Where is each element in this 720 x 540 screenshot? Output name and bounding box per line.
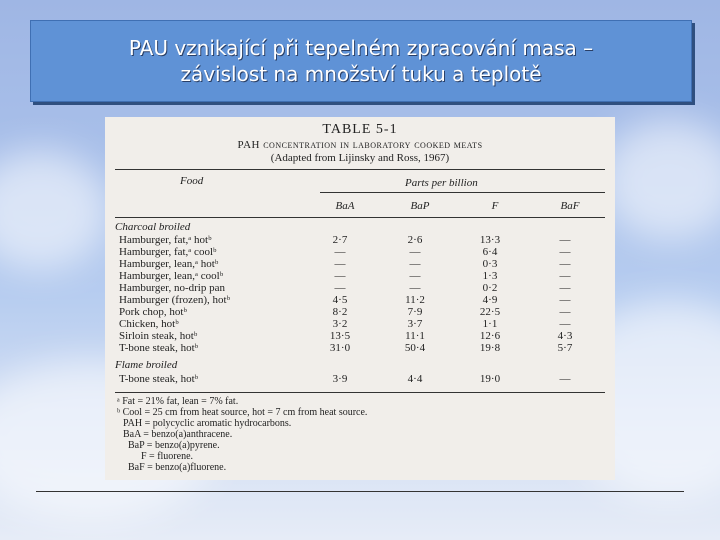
value-baa: 13·5: [329, 330, 351, 342]
table-row: [105, 282, 615, 294]
food-column-header: Food: [180, 175, 204, 187]
value-baa: —: [334, 282, 346, 294]
value-baa: 2·7: [332, 234, 348, 246]
value-bap: 2·6: [407, 234, 423, 246]
food-name: T-bone steak, hotᵇ: [119, 342, 199, 354]
value-bap: 11·1: [405, 330, 425, 342]
slide-title-line-1: PAU vznikající při tepelném zpracování masa –: [128, 36, 594, 60]
table-source: (Adapted from Lijinsky and Ross, 1967): [270, 152, 450, 164]
value-baa: 3·2: [332, 318, 348, 330]
table-number: TABLE 5-1: [322, 122, 398, 137]
value-bap: 4·4: [407, 373, 423, 385]
value-bap: 3·7: [407, 318, 423, 330]
footnote: BaF = benzo(a)fluorene.: [128, 462, 227, 473]
value-baf: —: [559, 294, 571, 306]
column-header-baf: BaF: [560, 200, 580, 212]
value-f: 1·3: [482, 270, 498, 282]
column-header-bap: BaP: [410, 200, 430, 212]
units-rule: [320, 192, 605, 193]
value-baa: —: [334, 270, 346, 282]
value-f: 4·9: [482, 294, 498, 306]
table-row: [105, 330, 615, 342]
value-f: 19·0: [479, 373, 501, 385]
value-baf: —: [559, 373, 571, 385]
food-name: Hamburger, fat,ᵃ hotᵇ: [119, 234, 212, 246]
cloud-decoration: [0, 150, 110, 270]
table-row: [105, 270, 615, 282]
food-name: Pork chop, hotᵇ: [119, 306, 187, 318]
value-baa: 4·5: [332, 294, 348, 306]
value-baf: —: [559, 234, 571, 246]
table-subtitle: PAH concentration in laboratory cooked meats: [237, 139, 483, 151]
cloud-decoration: [600, 120, 720, 240]
food-name: Chicken, hotᵇ: [119, 318, 179, 330]
value-baf: —: [559, 282, 571, 294]
section-label-flame-broiled: Flame broiled: [115, 359, 178, 371]
value-f: 0·2: [482, 282, 498, 294]
value-baf: —: [559, 246, 571, 258]
table-row: [105, 373, 615, 385]
food-name: T-bone steak, hotᵇ: [119, 373, 199, 385]
value-baa: —: [334, 258, 346, 270]
value-bap: 7·9: [407, 306, 423, 318]
footnote: ᵃ Fat = 21% fat, lean = 7% fat.: [117, 396, 239, 407]
value-f: 22·5: [479, 306, 501, 318]
table-bottom-rule: [115, 392, 605, 393]
table-rule: [115, 169, 605, 170]
value-f: 13·3: [479, 234, 501, 246]
value-bap: 11·2: [405, 294, 425, 306]
value-baa: 31·0: [329, 342, 351, 354]
value-baf: 5·7: [557, 342, 573, 354]
footnote: PAH = polycyclic aromatic hydrocarbons.: [123, 418, 292, 429]
value-baf: —: [559, 306, 571, 318]
value-bap: —: [409, 270, 421, 282]
section-label-charcoal-broiled: Charcoal broiled: [115, 221, 191, 233]
slide-footer-line: [36, 491, 684, 492]
value-f: 0·3: [482, 258, 498, 270]
value-bap: —: [409, 282, 421, 294]
table-row: [105, 246, 615, 258]
value-baa: —: [334, 246, 346, 258]
value-baa: 3·9: [332, 373, 348, 385]
food-name: Hamburger, no-drip pan: [119, 282, 225, 294]
slide-title-box: [30, 20, 692, 102]
scanned-table-image: [105, 117, 615, 480]
header-bottom-rule: [115, 217, 605, 218]
value-bap: —: [409, 258, 421, 270]
value-baf: —: [559, 258, 571, 270]
value-baa: 8·2: [332, 306, 348, 318]
table-row: [105, 234, 615, 246]
table-row: [105, 318, 615, 330]
value-f: 19·8: [479, 342, 501, 354]
slide-title-line-2: závislost na množství tuku a teplotě: [180, 62, 542, 86]
value-baf: —: [559, 318, 571, 330]
table-row: [105, 342, 615, 354]
food-name: Hamburger, lean,ᵃ coolᵇ: [119, 270, 224, 282]
value-f: 6·4: [482, 246, 498, 258]
units-header: Parts per billion: [405, 177, 478, 189]
value-bap: 50·4: [404, 342, 426, 354]
food-name: Hamburger, lean,ᵃ hotᵇ: [119, 258, 219, 270]
food-name: Sirloin steak, hotᵇ: [119, 330, 198, 342]
food-name: Hamburger, fat,ᵃ coolᵇ: [119, 246, 217, 258]
column-header-f: F: [491, 200, 499, 212]
value-baf: 4·3: [557, 330, 573, 342]
value-f: 1·1: [482, 318, 498, 330]
footnote: BaP = benzo(a)pyrene.: [128, 440, 220, 451]
food-name: Hamburger (frozen), hotᵇ: [119, 294, 231, 306]
value-baf: —: [559, 270, 571, 282]
footnote: ᵇ Cool = 25 cm from heat source, hot = 7 cm from heat source.: [117, 407, 368, 418]
column-header-baa: BaA: [335, 200, 355, 212]
footnote: F = fluorene.: [141, 451, 194, 462]
value-f: 12·6: [479, 330, 501, 342]
table-row: [105, 294, 615, 306]
table-row: [105, 306, 615, 318]
footnote: BaA = benzo(a)anthracene.: [123, 429, 233, 440]
value-bap: —: [409, 246, 421, 258]
table-row: [105, 258, 615, 270]
